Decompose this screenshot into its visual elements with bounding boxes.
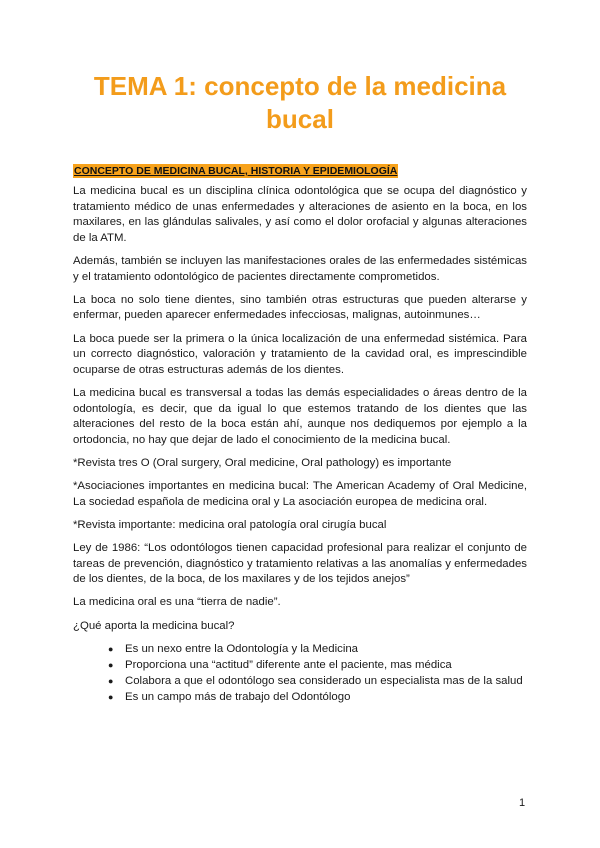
paragraph: La medicina oral es una “tierra de nadie”.: [73, 596, 281, 609]
bullet-icon: ●: [108, 692, 114, 703]
document-body: [73, 184, 527, 706]
paragraph: La medicina bucal es transversal a todas las demás especialidades o áreas dentro de la odontología, es decir, que da igual lo que estemos tratando de los dientes que las alteraciones del resto de la boca están ahí, aunque nos dediquemos por ejemplo a la ortodoncia, no hay que dejar de lado el conocimiento de la medicina bucal.: [73, 386, 527, 446]
paragraph: La medicina bucal es un disciplina clínica odontológica que se ocupa del diagnóstico y tratamiento médico de unas enfermedades y alteraciones de asiento en la boca, en los maxilares, en las glándulas salivales, y así como el dolor orofacial y algunas alteraciones de la ATM.: [73, 185, 527, 244]
list-item: [108, 658, 527, 674]
bullet-icon: ●: [108, 675, 114, 686]
list-item: [108, 642, 527, 658]
paragraph: La boca puede ser la primera o la única localización de una enfermedad sistémica. Para un correcto diagnóstico, valoración y tratamiento de la cavidad oral, es imprescindible ocuparse de otras estructuras además de los dientes.: [73, 332, 527, 376]
list-item-text: Es un nexo entre la Odontología y la Medicina: [125, 642, 359, 655]
list-item: [108, 674, 527, 690]
paragraph: Ley de 1986: “Los odontólogos tienen capacidad profesional para realizar el conjunto de tareas de prevención, diagnóstico y tratamiento relativas a las anomalías y enfermedades de los dientes, de la boca, de los maxilares y de los tejidos anejos”: [73, 542, 527, 586]
list-item-text: Proporciona una “actitud” diferente ante el paciente, mas médica: [125, 658, 452, 671]
paragraph: La boca no solo tiene dientes, sino también otras estructuras que pueden alterarse y enfermar, pueden aparecer enfermedades infecciosas, malignas, autoinmunes…: [73, 293, 527, 322]
paragraph: Además, también se incluyen las manifestaciones orales de las enfermedades sistémicas y el tratamiento odontológico de pacientes directamente comprometidos.: [73, 254, 527, 283]
list-item-text: Colabora a que el odontólogo sea considerado un especialista mas de la salud: [125, 674, 523, 687]
bullet-icon: ●: [108, 659, 114, 670]
paragraph: *Revista importante: medicina oral patología oral cirugía bucal: [73, 518, 387, 531]
bullet-list: [73, 642, 527, 706]
paragraph: ¿Qué aporta la medicina bucal?: [73, 619, 235, 632]
list-item-text: Es un campo más de trabajo del Odontólogo: [125, 691, 351, 704]
page-title: TEMA 1: concepto de la medicina bucal: [93, 71, 507, 134]
paragraph: *Revista tres O (Oral surgery, Oral medicine, Oral pathology) es importante: [73, 456, 452, 469]
section-heading: CONCEPTO DE MEDICINA BUCAL, HISTORIA Y EPIDEMIOLOGÍA: [74, 165, 398, 177]
bullet-icon: ●: [108, 643, 114, 654]
page-number: 1: [519, 797, 526, 809]
list-item: [108, 690, 527, 706]
paragraph: *Asociaciones importantes en medicina bucal: The American Academy of Oral Medicine, La sociedad española de medicina oral y La asociación europea de medicina oral.: [73, 480, 527, 508]
